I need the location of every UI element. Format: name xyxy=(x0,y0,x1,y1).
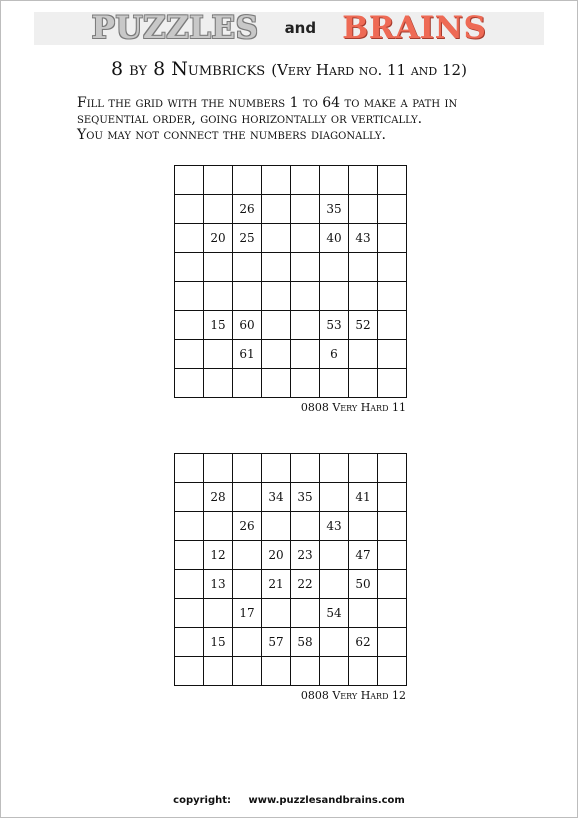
grid-cell[interactable] xyxy=(349,657,378,686)
grid-cell[interactable] xyxy=(291,369,320,398)
grid-cell[interactable] xyxy=(378,512,407,541)
grid-cell[interactable] xyxy=(233,628,262,657)
grid-cell[interactable] xyxy=(233,369,262,398)
grid-cell[interactable] xyxy=(262,253,291,282)
grid-cell[interactable]: 28 xyxy=(204,483,233,512)
grid-cell[interactable] xyxy=(233,166,262,195)
instruction-line: sequential order, going horizontally or vertically. xyxy=(77,111,423,127)
grid-cell[interactable] xyxy=(378,541,407,570)
grid-cell[interactable] xyxy=(262,454,291,483)
grid-cell[interactable] xyxy=(320,570,349,599)
grid-cell[interactable] xyxy=(233,483,262,512)
grid-cell[interactable]: 58 xyxy=(291,628,320,657)
grid-cell[interactable] xyxy=(320,253,349,282)
grid-cell[interactable] xyxy=(175,657,204,686)
grid-cell[interactable] xyxy=(291,166,320,195)
grid-cell[interactable] xyxy=(320,483,349,512)
grid-cell[interactable] xyxy=(291,282,320,311)
grid-cell[interactable]: 17 xyxy=(233,599,262,628)
grid-cell[interactable] xyxy=(378,311,407,340)
puzzle-label-11: 0808 Very Hard 11 xyxy=(300,401,406,414)
puzzle-label-12: 0808 Very Hard 12 xyxy=(300,689,406,702)
grid-cell[interactable]: 12 xyxy=(204,541,233,570)
puzzle-grid-12 xyxy=(174,453,407,686)
grid-cell[interactable] xyxy=(291,657,320,686)
grid-cell[interactable] xyxy=(320,282,349,311)
grid-cell[interactable] xyxy=(378,195,407,224)
grid-cell[interactable] xyxy=(320,657,349,686)
grid-cell[interactable] xyxy=(204,166,233,195)
grid-cell[interactable]: 35 xyxy=(291,483,320,512)
grid-cell[interactable] xyxy=(204,369,233,398)
grid-cell[interactable] xyxy=(233,541,262,570)
grid-cell[interactable] xyxy=(262,512,291,541)
grid-cell[interactable] xyxy=(262,282,291,311)
grid-cell[interactable]: 54 xyxy=(320,599,349,628)
grid-cell[interactable] xyxy=(291,599,320,628)
grid-cell[interactable] xyxy=(262,195,291,224)
grid-cell[interactable] xyxy=(349,512,378,541)
grid-cell[interactable] xyxy=(175,628,204,657)
grid-cell[interactable]: 50 xyxy=(349,570,378,599)
grid-cell[interactable]: 40 xyxy=(320,224,349,253)
grid-cell[interactable] xyxy=(262,369,291,398)
grid-cell[interactable] xyxy=(233,282,262,311)
grid-cell[interactable]: 43 xyxy=(320,512,349,541)
grid-cell[interactable]: 22 xyxy=(291,570,320,599)
puzzle-grid-11 xyxy=(174,165,407,398)
logo-word-brains: BRAINS xyxy=(342,10,487,46)
grid-cell[interactable] xyxy=(291,311,320,340)
grid-cell[interactable]: 26 xyxy=(233,195,262,224)
grid-cell[interactable]: 26 xyxy=(233,512,262,541)
grid-cell[interactable] xyxy=(378,483,407,512)
grid-cell[interactable] xyxy=(175,253,204,282)
grid-cell[interactable] xyxy=(320,454,349,483)
grid-cell[interactable] xyxy=(204,454,233,483)
grid-cell[interactable] xyxy=(175,195,204,224)
grid-cell[interactable] xyxy=(262,657,291,686)
grid-cell[interactable]: 41 xyxy=(349,483,378,512)
grid-cell[interactable] xyxy=(320,369,349,398)
grid-cell[interactable] xyxy=(175,224,204,253)
grid-cell[interactable]: 25 xyxy=(233,224,262,253)
grid-cell[interactable] xyxy=(204,512,233,541)
grid-cell[interactable]: 60 xyxy=(233,311,262,340)
grid-cell[interactable]: 6 xyxy=(320,340,349,369)
grid-cell[interactable] xyxy=(378,166,407,195)
grid-cell[interactable]: 53 xyxy=(320,311,349,340)
grid-cell[interactable] xyxy=(349,253,378,282)
grid-cell[interactable]: 15 xyxy=(204,628,233,657)
grid-cell[interactable] xyxy=(378,628,407,657)
grid-cell[interactable] xyxy=(262,166,291,195)
grid-cell[interactable] xyxy=(175,454,204,483)
grid-cell[interactable] xyxy=(291,340,320,369)
grid-cell[interactable] xyxy=(320,166,349,195)
grid-cell[interactable] xyxy=(175,369,204,398)
logo-word-puzzles: PUZZLES xyxy=(91,10,259,46)
grid-cell[interactable] xyxy=(204,253,233,282)
copyright-label: copyright: xyxy=(173,795,232,806)
grid-cell[interactable] xyxy=(262,224,291,253)
grid-cell[interactable] xyxy=(204,599,233,628)
grid-cell[interactable] xyxy=(378,340,407,369)
grid-cell[interactable] xyxy=(291,253,320,282)
grid-cell[interactable]: 15 xyxy=(204,311,233,340)
grid-cell[interactable]: 21 xyxy=(262,570,291,599)
title-subtitle: (Very Hard no. 11 and 12) xyxy=(271,61,467,79)
grid-cell[interactable] xyxy=(378,369,407,398)
grid-cell[interactable] xyxy=(262,311,291,340)
grid-cell[interactable] xyxy=(204,657,233,686)
page-title xyxy=(0,58,578,80)
grid-cell[interactable] xyxy=(204,195,233,224)
grid-cell[interactable] xyxy=(349,195,378,224)
grid-cell[interactable]: 20 xyxy=(262,541,291,570)
grid-cell[interactable]: 62 xyxy=(349,628,378,657)
grid-cell[interactable] xyxy=(175,166,204,195)
grid-cell[interactable] xyxy=(349,369,378,398)
grid-cell[interactable] xyxy=(233,657,262,686)
grid-cell[interactable]: 23 xyxy=(291,541,320,570)
grid-cell[interactable] xyxy=(175,483,204,512)
grid-cell[interactable] xyxy=(378,224,407,253)
grid-cell[interactable] xyxy=(233,570,262,599)
grid-cell[interactable] xyxy=(320,628,349,657)
grid-cell[interactable] xyxy=(378,454,407,483)
grid-cell[interactable] xyxy=(378,282,407,311)
grid-cell[interactable] xyxy=(378,253,407,282)
grid-cell[interactable] xyxy=(291,195,320,224)
grid-cell[interactable] xyxy=(175,340,204,369)
grid-cell[interactable]: 34 xyxy=(262,483,291,512)
grid-cell[interactable] xyxy=(233,253,262,282)
grid-cell[interactable] xyxy=(349,454,378,483)
grid-cell[interactable] xyxy=(175,311,204,340)
grid-cell[interactable] xyxy=(204,282,233,311)
grid-cell[interactable] xyxy=(175,541,204,570)
grid-cell[interactable]: 20 xyxy=(204,224,233,253)
grid-cell[interactable] xyxy=(175,570,204,599)
grid-cell[interactable] xyxy=(349,340,378,369)
grid-cell[interactable] xyxy=(320,541,349,570)
grid-cell[interactable] xyxy=(378,657,407,686)
grid-cell[interactable] xyxy=(378,599,407,628)
grid-cell[interactable] xyxy=(175,599,204,628)
title-main: 8 by 8 Numbricks xyxy=(111,58,266,80)
instruction-line: You may not connect the numbers diagonally. xyxy=(77,127,386,143)
grid-cell[interactable] xyxy=(204,340,233,369)
grid-cell[interactable] xyxy=(175,512,204,541)
grid-cell[interactable] xyxy=(175,282,204,311)
instructions xyxy=(77,95,547,143)
grid-cell[interactable] xyxy=(291,224,320,253)
grid-cell[interactable] xyxy=(349,282,378,311)
grid-cell[interactable]: 43 xyxy=(349,224,378,253)
grid-cell[interactable]: 52 xyxy=(349,311,378,340)
grid-cell[interactable]: 61 xyxy=(233,340,262,369)
grid-cell[interactable] xyxy=(233,454,262,483)
grid-cell[interactable] xyxy=(349,599,378,628)
logo-word-and: and xyxy=(284,19,317,37)
grid-cell[interactable] xyxy=(262,599,291,628)
website-link[interactable]: www.puzzlesandbrains.com xyxy=(248,795,405,806)
grid-cell[interactable]: 47 xyxy=(349,541,378,570)
grid-cell[interactable] xyxy=(378,570,407,599)
instruction-line: Fill the grid with the numbers 1 to 64 to make a path in xyxy=(77,95,458,111)
footer xyxy=(0,795,578,806)
grid-cell[interactable] xyxy=(349,166,378,195)
grid-cell[interactable]: 35 xyxy=(320,195,349,224)
grid-cell[interactable]: 13 xyxy=(204,570,233,599)
grid-cell[interactable] xyxy=(291,512,320,541)
grid-cell[interactable] xyxy=(262,340,291,369)
logo-banner xyxy=(34,12,544,45)
grid-cell[interactable] xyxy=(291,454,320,483)
grid-cell[interactable]: 57 xyxy=(262,628,291,657)
